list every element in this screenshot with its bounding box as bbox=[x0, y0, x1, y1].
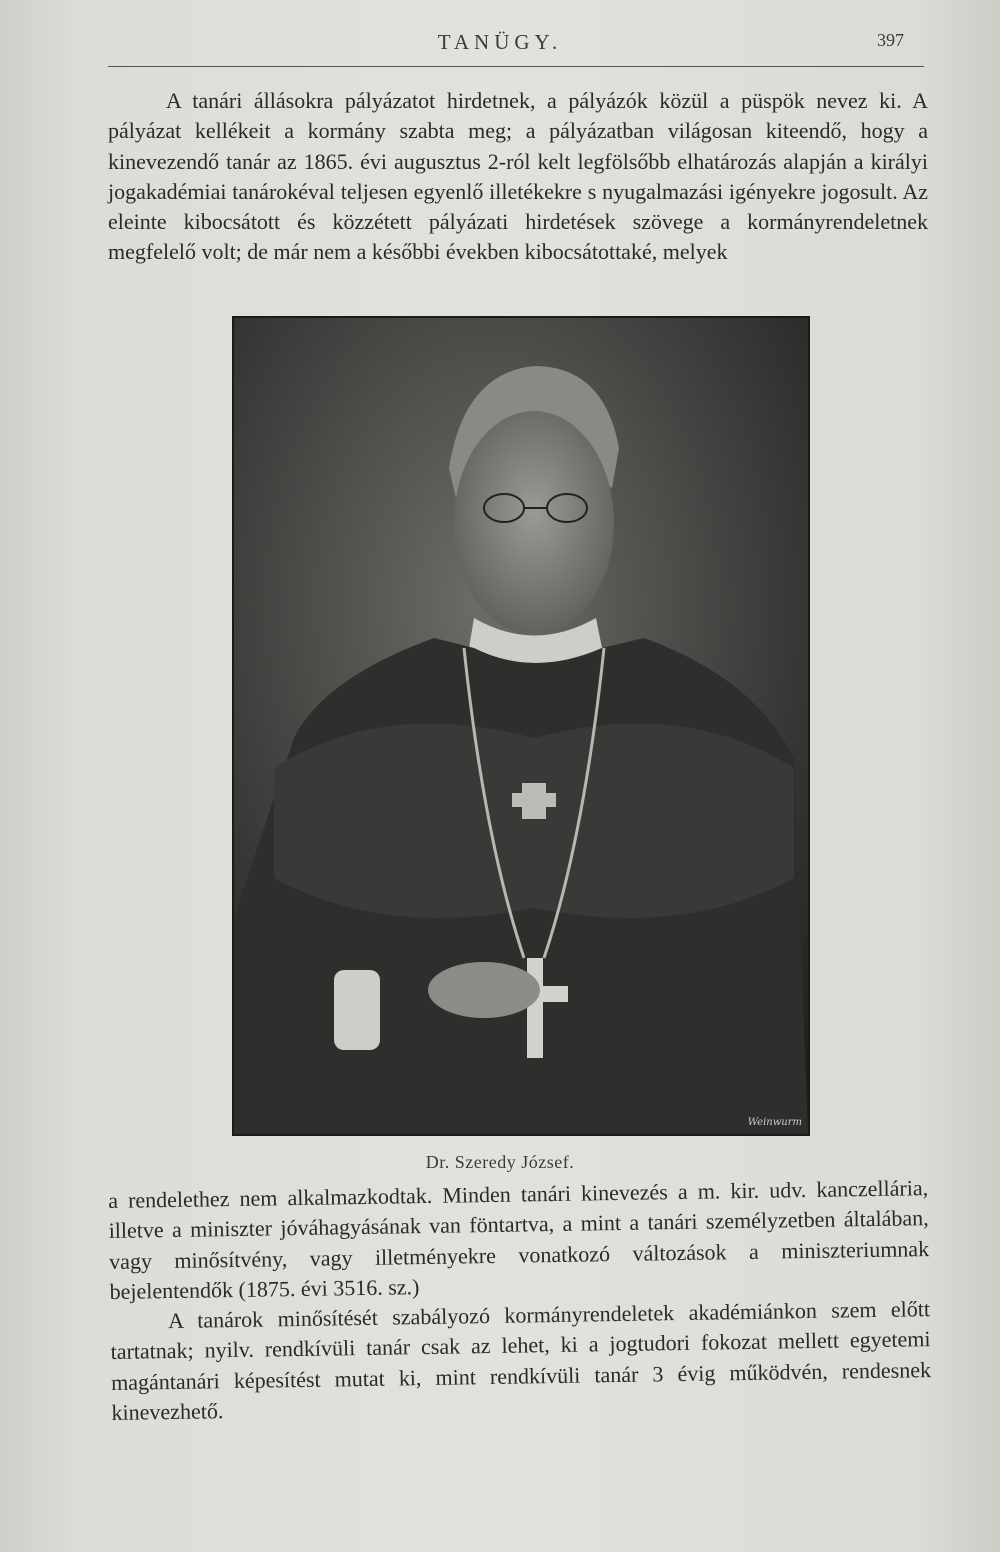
body-text-bottom bbox=[108, 1173, 932, 1428]
portrait-figure bbox=[232, 316, 810, 1136]
engraver-signature: Weinwurm bbox=[747, 1117, 802, 1128]
page-number: 397 bbox=[877, 30, 904, 50]
portrait-illustration bbox=[234, 318, 808, 1134]
running-title: TANÜGY. bbox=[437, 30, 563, 54]
figure-caption: Dr. Szeredy József. bbox=[425, 1152, 575, 1172]
paragraph: a rendelethez nem alkalmazkodtak. Minden tanári kinevezés a m. kir. udv. kanczellária, illetve a miniszter jóváhagyásának van föntartva, a mint a tanári személyzetben általában, vagy minősítvény, vagy illetményekre vonatkozó változások a miniszteriumnak bejelentendők (1875. évi 3516. sz.) bbox=[108, 1175, 930, 1304]
paragraph: A tanárok minősítését szabályozó kormányrendeletek akadémiánkon szem előtt tartatnak; nyilv. rendkívüli tanár csak az lehet, ki a jogtudori fokozat mellett egyetemi magántanári képesítést mutat ki, mint rendkívüli tanár 3 évig működvén, rendesnek kinevezhető. bbox=[110, 1296, 932, 1426]
running-head bbox=[0, 30, 1000, 56]
paragraph: A tanári állásokra pályázatot hirdetnek, a pályázók közül a püspök nevez ki. A pályázat kellékeit a kormány szabta meg; a pályázatban világosan kiteendő, hogy a kinevezendő tanár az 1865. évi augusztus 2-ról kelt legfölsőbb elhatározás alapján a királyi jogakadémiai tanárokéval teljesen egyenlő illetékekre s nyugalmazási igényekre jogosult. Az eleinte kibocsátott és közzétett pályázati hirdetések szövege a kormányrendeletnek megfelelő volt; de már nem a későbbi években kibocsátottaké, melyek bbox=[108, 88, 928, 265]
body-text-top bbox=[108, 86, 928, 268]
header-rule bbox=[108, 66, 924, 67]
